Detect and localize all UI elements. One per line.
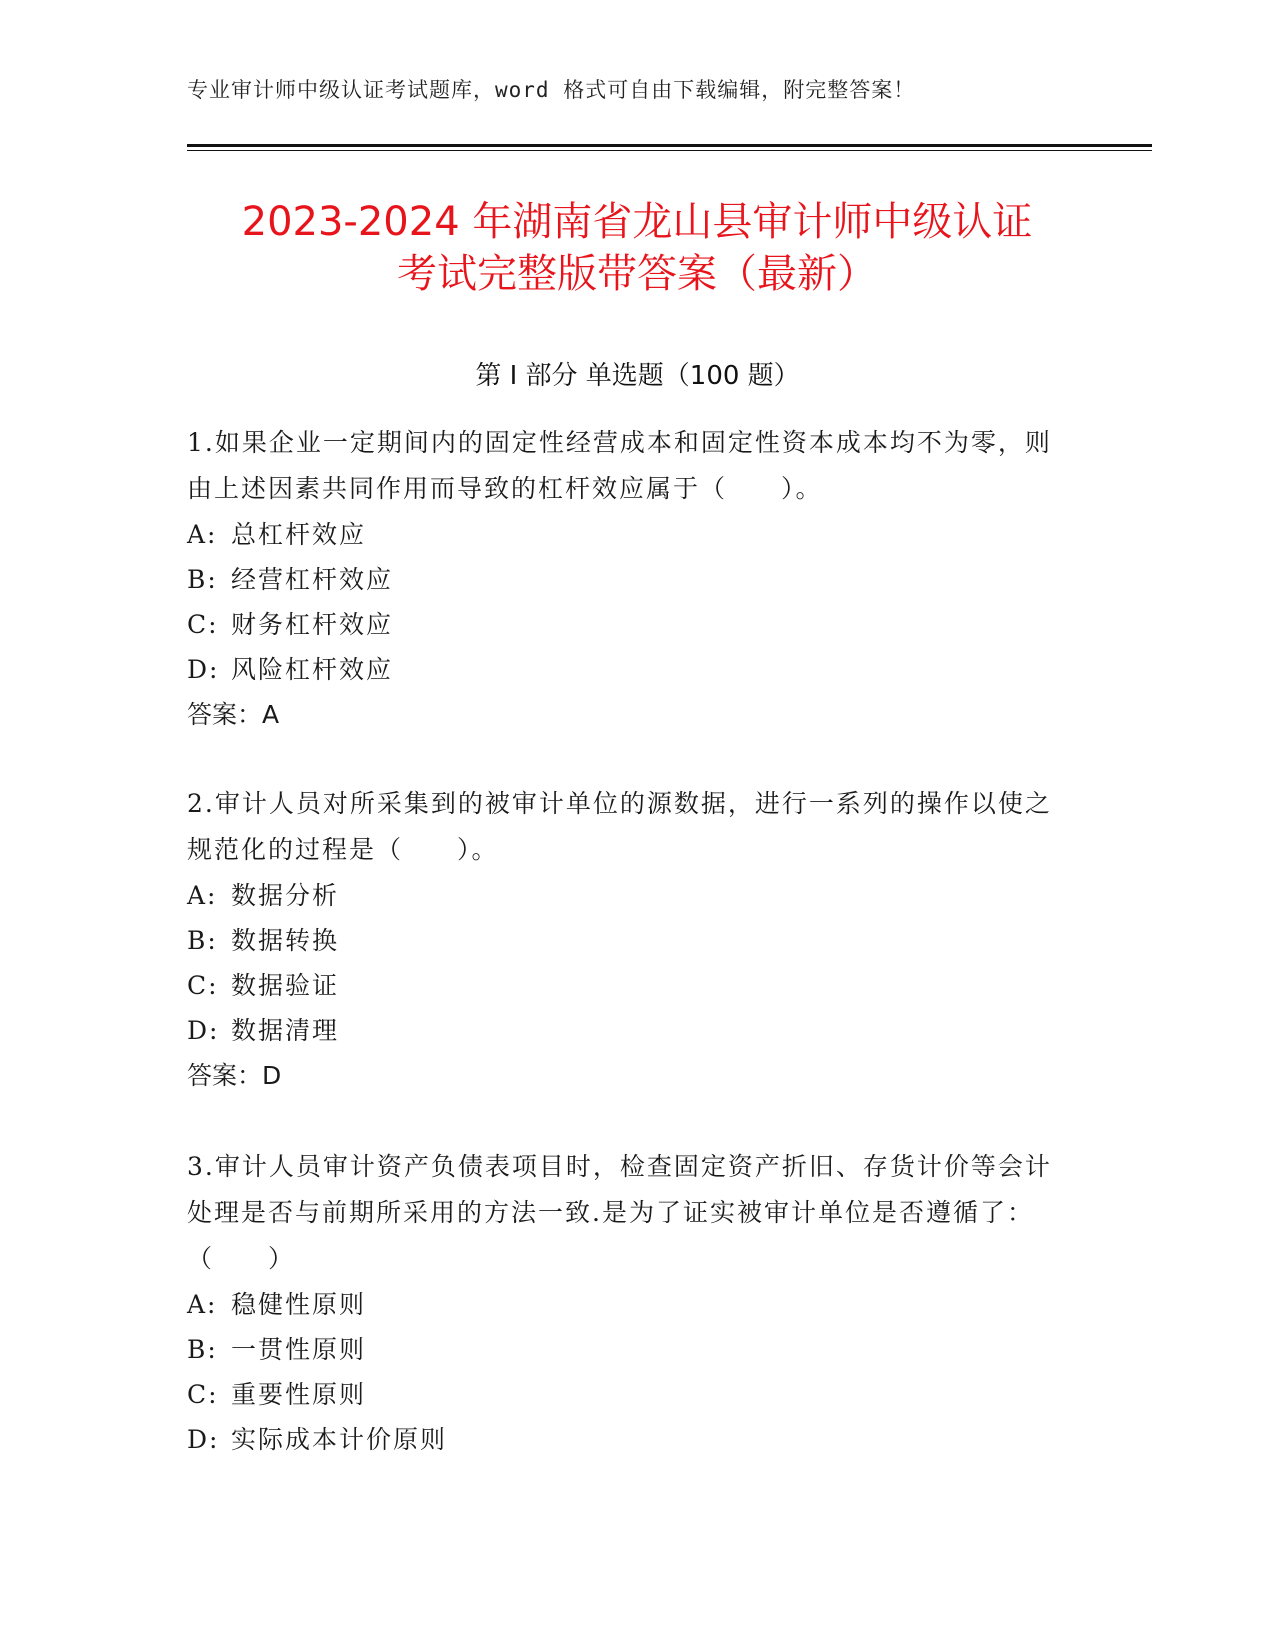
header-note: 专业审计师中级认证考试题库，word 格式可自由下载编辑，附完整答案！ [187,78,916,102]
option-d [187,1417,1067,1462]
option-key: D: [187,1425,220,1454]
option-text: 数据转换 [231,926,340,955]
option-c [187,602,1067,647]
option-d [187,1008,1067,1053]
option-b [187,1327,1067,1372]
header-divider-thin [187,150,1152,151]
option-text: 一贯性原则 [231,1335,367,1364]
option-key: A: [187,1290,218,1319]
option-text: 财务杠杆效应 [231,610,394,639]
option-b [187,557,1067,602]
option-c [187,963,1067,1008]
option-text: 实际成本计价原则 [231,1425,448,1454]
option-text: 数据清理 [231,1016,340,1045]
option-text: 经营杠杆效应 [231,565,394,594]
document-title-line-2: 考试完整版带答案（最新） [397,251,877,297]
option-a [187,512,1067,557]
document-title [187,196,1087,300]
option-key: C: [187,610,219,639]
option-key: A: [187,520,218,549]
question-stem: 1.如果企业一定期间内的固定性经营成本和固定性资本成本均不为零，则由上述因素共同作用而导致的杠杆效应属于（ ）。 [187,428,1052,503]
question-1 [187,420,1067,737]
option-text: 稳健性原则 [231,1290,367,1319]
option-key: C: [187,1380,219,1409]
option-key: B: [187,565,218,594]
option-key: A: [187,881,218,910]
option-c [187,1372,1067,1417]
option-text: 数据验证 [231,971,340,1000]
option-key: D: [187,1016,220,1045]
option-b [187,918,1067,963]
option-text: 风险杠杆效应 [231,655,394,684]
answer: 答案：D [187,1061,282,1090]
document-title-line-1: 2023-2024 年湖南省龙山县审计师中级认证 [241,199,1033,245]
option-text: 重要性原则 [231,1380,367,1409]
option-d [187,647,1067,692]
option-a [187,1282,1067,1327]
option-key: D: [187,655,220,684]
question-stem: 2.审计人员对所采集到的被审计单位的源数据，进行一系列的操作以使之规范化的过程是（ ）。 [187,789,1052,864]
question-stem: 3.审计人员审计资产负债表项目时，检查固定资产折旧、存货计价等会计处理是否与前期所采用的方法一致.是为了证实被审计单位是否遵循了：（ ） [187,1152,1052,1273]
option-key: B: [187,1335,218,1364]
question-2 [187,781,1067,1098]
option-key: B: [187,926,218,955]
option-text: 总杠杆效应 [231,520,367,549]
answer: 答案：A [187,700,280,729]
question-3 [187,1144,1067,1462]
option-text: 数据分析 [231,881,340,910]
option-a [187,873,1067,918]
header-divider [187,144,1152,147]
section-title: 第 I 部分 单选题（100 题） [475,361,800,391]
option-key: C: [187,971,219,1000]
